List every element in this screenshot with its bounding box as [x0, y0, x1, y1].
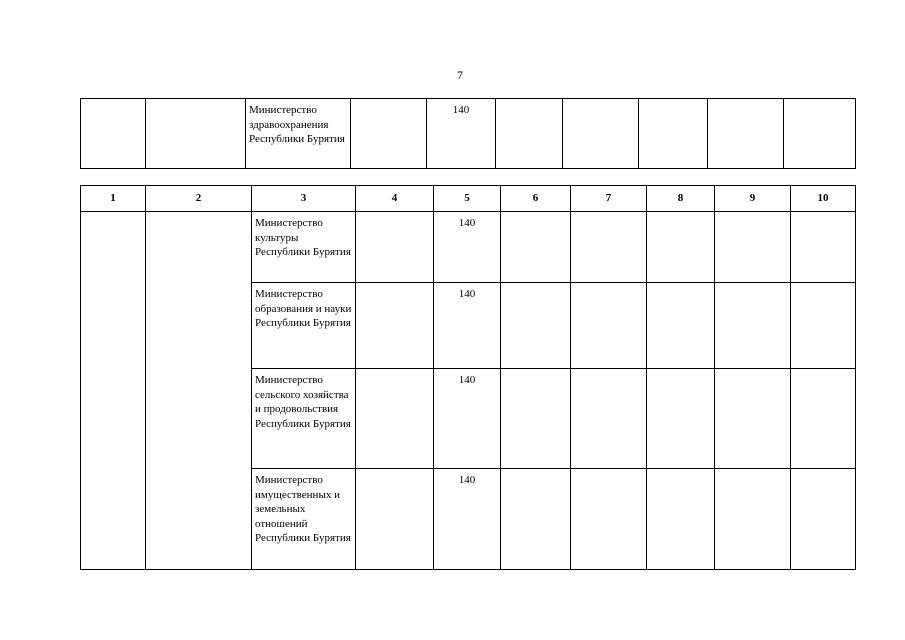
cell-col-10 [784, 99, 856, 169]
cell-col-7 [571, 283, 647, 369]
cell-col-7 [571, 212, 647, 283]
cell-col-7 [571, 369, 647, 469]
cell-col-10 [791, 469, 856, 570]
organization-cell: Министерство здравоохранения Республики Бурятия [246, 99, 351, 169]
table-row [81, 99, 856, 169]
table-row [81, 212, 856, 283]
organization-cell: Министерство культуры Республики Бурятия [252, 212, 356, 283]
column-header: 10 [791, 186, 856, 212]
cell-col-6 [501, 283, 571, 369]
column-header: 3 [252, 186, 356, 212]
column-header: 1 [81, 186, 146, 212]
cell-col-8 [647, 212, 715, 283]
cell-col-4 [356, 369, 434, 469]
column-header: 9 [715, 186, 791, 212]
code-cell: 140 [434, 369, 501, 469]
cell-col-8 [647, 283, 715, 369]
cell-col-4 [356, 212, 434, 283]
code-cell: 140 [434, 212, 501, 283]
cell-col-10 [791, 369, 856, 469]
cell-col-4 [356, 283, 434, 369]
code-cell: 140 [434, 283, 501, 369]
cell-col-1 [81, 99, 146, 169]
cell-col-9 [708, 99, 784, 169]
cell-col-4 [351, 99, 427, 169]
cell-col-2 [146, 99, 246, 169]
column-header: 7 [571, 186, 647, 212]
cell-col-4 [356, 469, 434, 570]
cell-col-7 [563, 99, 639, 169]
column-header: 2 [146, 186, 252, 212]
organization-cell: Министерство образования и науки Республики Бурятия [252, 283, 356, 369]
header-row [81, 186, 856, 212]
cell-col-6 [501, 369, 571, 469]
cell-col-8 [639, 99, 708, 169]
column-header: 8 [647, 186, 715, 212]
column-header: 6 [501, 186, 571, 212]
cell-col-8 [647, 369, 715, 469]
cell-col-6 [501, 212, 571, 283]
cell-col-8 [647, 469, 715, 570]
code-cell: 140 [434, 469, 501, 570]
column-header: 4 [356, 186, 434, 212]
code-cell: 140 [427, 99, 496, 169]
cell-col-9 [715, 283, 791, 369]
cell-col-9 [715, 369, 791, 469]
main-table [80, 185, 856, 570]
cell-col-7 [571, 469, 647, 570]
organization-cell: Министерство имущественных и земельных отношений Республики Бурятия [252, 469, 356, 570]
merged-cell-col-1 [81, 212, 146, 570]
page-number: 7 [457, 68, 463, 82]
organization-cell: Министерство сельского хозяйства и продовольствия Республики Бурятия [252, 369, 356, 469]
cell-col-9 [715, 469, 791, 570]
column-header: 5 [434, 186, 501, 212]
cell-col-10 [791, 283, 856, 369]
merged-cell-col-2 [146, 212, 252, 570]
cell-col-6 [496, 99, 563, 169]
cell-col-9 [715, 212, 791, 283]
cell-col-6 [501, 469, 571, 570]
cell-col-10 [791, 212, 856, 283]
continuation-table [80, 98, 856, 169]
